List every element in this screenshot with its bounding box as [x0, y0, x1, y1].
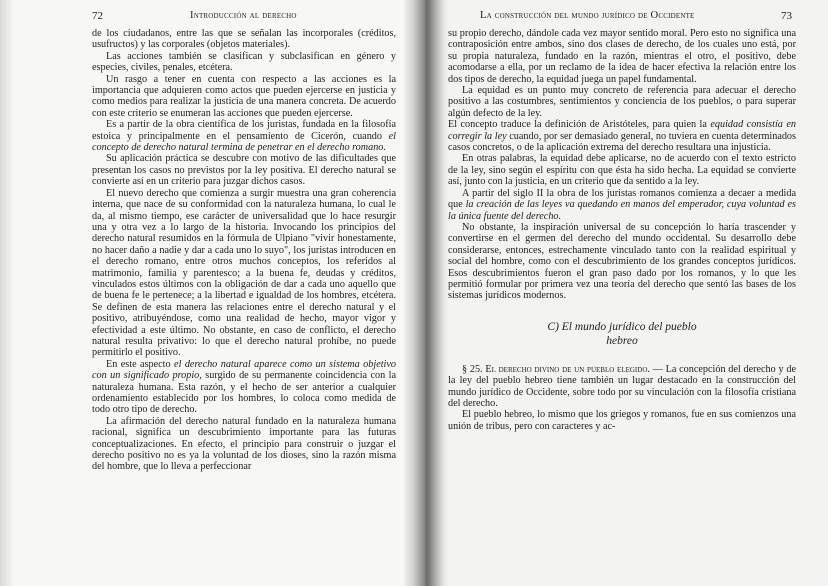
paragraph-text: cuando, por ser demasiado general, no tuviera en cuenta determinados casos concretos, o de la aplicación extrema del derecho resultara una injusticia. — [448, 130, 796, 154]
right-paragraphs — [448, 28, 796, 302]
paragraph: su propio derecho, dándole cada vez mayor sentido moral. Pero esto no significa una contraposición entre ambos, sino dos clases de derecho, de los cuales uno está, por su propia naturaleza, fundado en la razón, mientras el otro, el positivo, debe acomodarse a ella, por un reclamo de la idea de hacer efectiva la relación entre los dos tipos de derecho, la equidad juega un papel fundamental. — [448, 28, 796, 85]
paragraph: El nuevo derecho que comienza a surgir muestra una gran coherencia interna, que nace de su conformidad con la naturaleza humana, lo cual le da, al mismo tiempo, ese carácter de universalidad que lo hace resurgir una y otra vez a lo largo de la historia. Invocando los principios del derecho natural resumidos en la fórmula de Ulpiano "vivir honestamente, no hacer daño a nadie y dar a cada uno lo suyo", los juristas introducen en el derecho romano, entre otros muchos conceptos, los referidos al matrimonio, familia y parentesco; a la buena fe, deudas y créditos, vinculados estos últimos con la obligación de dar a cada uno aquello que de buena fe le pertenece; a la libertad e igualdad de los hombres, etcétera. Se definen de esta manera las relaciones entre el derecho natural y el positivo, atribuyéndose, como una realidad de hecho, mayor vigor y efectividad a este último. No obstante, en caso de conflicto, el derecho natural resulta privativo: lo que el derecho natural prohíbe, no puede permitirlo el positivo. — [92, 187, 396, 359]
paragraph-text: surgido de su permanente coincidencia con la naturaleza humana. Esta razón, y el hecho de ser anterior a cualquier ordenamiento establecido por los hombres, lo coloca como medida de todo otro tipo de derecho. — [92, 370, 396, 416]
paragraph: Las acciones también se clasifican y subclasifican en género y especies, civiles, penales, etcétera. — [92, 50, 396, 74]
paragraph-text: En este aspecto — [106, 358, 175, 370]
paragraph: La equidad es un punto muy concreto de referencia para adecuar el derecho positivo a las costumbres, sentimientos y conciencia de los pueblos, o para superar algún defecto de la ley. — [448, 85, 796, 119]
section-paragraph — [448, 364, 796, 410]
right-page-number: 73 — [781, 10, 792, 22]
paragraph-italic: equidad consistía en corregir la ley — [448, 119, 796, 142]
paragraph-italic: la creación de las leyes va quedando en manos del emperador, cuya voluntad es la única fuente del derecho. — [448, 199, 796, 222]
paragraph-italic: el concepto de derecho natural termina de penetrar en el derecho romano. — [92, 130, 396, 154]
paragraph: Su aplicación práctica se descubre con motivo de las dificultades que presentan los casos no previstos por la ley positiva. El derecho natural se convierte así en un criterio para juzgar dichos casos. — [92, 153, 396, 188]
paragraph-italic: el derecho natural aparece como un sistema objetivo con un significado propio, — [92, 358, 397, 382]
left-page-number: 72 — [92, 10, 103, 22]
section-paragraph-label: § 25. El derecho divino de un pueblo elegido. — [462, 363, 650, 375]
paragraph: En otras palabras, la equidad debe aplicarse, no de acuerdo con el texto estricto de la ley, sino según el espíritu con que ésta ha sido hecha. La equidad se convierte así, junto con la justicia, en un criterio que da sentido a la ley. — [448, 153, 796, 188]
paragraph: No obstante, la inspiración universal de su concepción lo haría trascender y convertirse en el germen del derecho del mundo occidental. Su desarrollo debe considerarse, entonces, estrechamente vinculado tanto con la realidad espiritual y social del hombre, como con el descubrimiento de los grandes conceptos jurídicos. Esos descubrimientos fueron el gran paso dado por los romanos, y lo que les permitió formular por primera vez una teoría del derecho que sentó las bases de los sistemas jurídicos modernos. — [448, 221, 796, 302]
paragraph-text: Es a partir de la obra científica de los juristas, fundada en la filosofía estoica y principalmente en el pensamiento de Cicerón, cuando — [92, 119, 396, 142]
book-gutter — [404, 0, 448, 586]
paragraph — [448, 119, 796, 153]
paragraph — [92, 119, 396, 153]
paragraph-text: A partir del siglo II la obra de los juristas romanos comienza a decaer a medida que — [448, 187, 796, 211]
right-page — [414, 0, 828, 586]
section-heading-line1: C) El mundo jurídico del pueblo — [547, 320, 697, 333]
section-heading-line2: hebreo — [606, 334, 638, 347]
left-running-header: Introducción al derecho — [190, 10, 297, 21]
paragraph — [448, 188, 796, 222]
right-running-header: La construcción del mundo jurídico de Occidente — [480, 10, 695, 21]
paragraph: La afirmación del derecho natural fundado en la naturaleza humana racional, significa un descubrimiento importante para las futuras conceptualizaciones. En efecto, el principio para construir o juzgar el derecho positivo no es ya la voluntad de los dioses, sino la razón misma del hombre, que lo lleva a perfeccionar — [92, 415, 396, 473]
right-body-text — [448, 28, 796, 432]
paragraph: Un rasgo a tener en cuenta con respecto a las acciones es la importancia que adquieren como actos que pueden ejercerse en justicia y como medios para realizar la justicia de una manera concreta. De acuerdo con este criterio se enumeran las acciones que pueden ejercerse. — [92, 73, 396, 119]
last-paragraph: El pueblo hebreo, lo mismo que los griegos y romanos, fue en sus comienzos una unión de tribus, pero con caracteres y ac- — [448, 409, 796, 432]
paragraph-text: El concepto traduce la definición de Aristóteles, para quien la — [448, 119, 711, 131]
left-page-edge — [0, 0, 14, 586]
paragraph — [92, 359, 396, 416]
section-paragraph-text: — La concepción del derecho y de la ley del pueblo hebreo tiene también un lugar destacado en la construcción del mundo jurídico de Occidente, sobre todo por su vinculación con la filosofía cristiana del derecho. — [448, 363, 796, 409]
left-body-text — [92, 28, 396, 473]
section-heading — [448, 320, 796, 348]
paragraph: de los ciudadanos, entre las que se señalan las incorporales (créditos, usufructos) y las corporales (objetos materiales). — [92, 28, 396, 51]
